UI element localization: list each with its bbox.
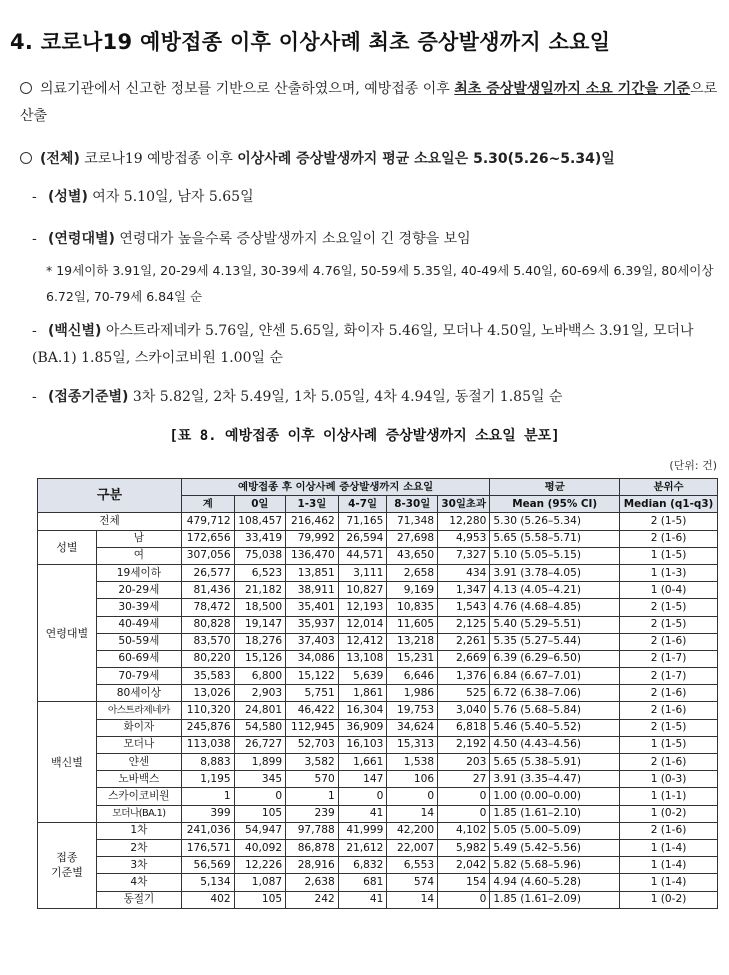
section-title: 4. 코로나19 예방접종 이후 이상사례 최초 증상발생까지 소요일 xyxy=(10,30,611,54)
cell-count: 27,698 xyxy=(387,530,438,547)
row-label: 남 xyxy=(96,530,181,547)
days-distribution-table xyxy=(37,478,718,909)
age-detail-note: * 19세이하 3.91일, 20-29세 4.13일, 30-39세 4.76일, 50-59세 5.35일, 40-49세 5.40일, 60-69세 6.39일, 80세이상 6.72일, 70-79세 6.84일 순 xyxy=(46,263,714,304)
method-text-end: 으로 산출 xyxy=(20,81,718,124)
cell-median: 1 (0-3) xyxy=(620,771,718,788)
vaccine-label: (백신별) xyxy=(48,323,102,339)
cell-count: 75,038 xyxy=(234,547,285,564)
cell-count: 79,992 xyxy=(286,530,339,547)
table-caption: [표 8. 예방접종 이후 이상사례 증상발생까지 소요일 분포] xyxy=(169,428,560,444)
cell-count: 0 xyxy=(234,788,285,805)
cell-count: 15,122 xyxy=(286,668,339,685)
row-label: 20-29세 xyxy=(96,582,181,599)
cell-count: 1,661 xyxy=(338,754,387,771)
vaccine-line xyxy=(32,318,722,372)
cell-median: 2 (1-6) xyxy=(620,685,718,702)
cell-count: 3,111 xyxy=(338,564,387,581)
cell-count: 2,261 xyxy=(438,633,490,650)
cell-count: 136,470 xyxy=(286,547,339,564)
cell-count: 1,347 xyxy=(438,582,490,599)
cell-count: 28,916 xyxy=(286,857,339,874)
sex-line xyxy=(32,184,722,211)
cell-count: 80,220 xyxy=(181,650,234,667)
cell-count: 41 xyxy=(338,891,387,908)
cell-mean-ci: 5.05 (5.00–5.09) xyxy=(490,822,620,839)
group-label-dose: 접종 기준별 xyxy=(38,822,97,908)
age-line xyxy=(32,226,722,253)
cell-count: 525 xyxy=(438,685,490,702)
table-row xyxy=(38,564,718,581)
cell-count: 15,126 xyxy=(234,650,285,667)
cell-count: 46,422 xyxy=(286,702,339,719)
method-paragraph xyxy=(20,76,725,130)
cell-mean-ci: 5.30 (5.26–5.34) xyxy=(490,513,620,530)
cell-count: 0 xyxy=(438,891,490,908)
table-row xyxy=(38,530,718,547)
cell-median: 1 (1-1) xyxy=(620,788,718,805)
table-row xyxy=(38,736,718,753)
cell-count: 242 xyxy=(286,891,339,908)
cell-mean-ci: 6.84 (6.67–7.01) xyxy=(490,668,620,685)
cell-count: 574 xyxy=(387,874,438,891)
header-quartile-group: 분위수 xyxy=(620,479,718,496)
row-label-total: 전체 xyxy=(38,513,182,530)
cell-count: 1,899 xyxy=(234,754,285,771)
cell-count: 13,026 xyxy=(181,685,234,702)
cell-mean-ci: 5.49 (5.42–5.56) xyxy=(490,839,620,856)
table-row xyxy=(38,702,718,719)
cell-median: 1 (1-4) xyxy=(620,874,718,891)
cell-count: 10,835 xyxy=(387,599,438,616)
cell-count: 6,800 xyxy=(234,668,285,685)
cell-median: 2 (1-6) xyxy=(620,822,718,839)
cell-count: 38,911 xyxy=(286,582,339,599)
row-label: 2차 xyxy=(96,839,181,856)
cell-median: 1 (1-4) xyxy=(620,839,718,856)
cell-count: 0 xyxy=(338,788,387,805)
cell-median: 2 (1-6) xyxy=(620,702,718,719)
circle-bullet-icon xyxy=(20,82,32,94)
cell-count: 1,538 xyxy=(387,754,438,771)
cell-median: 2 (1-5) xyxy=(620,599,718,616)
row-label: 3차 xyxy=(96,857,181,874)
header-col-over30d: 30일초과 xyxy=(438,496,490,513)
table-row xyxy=(38,616,718,633)
cell-count: 26,594 xyxy=(338,530,387,547)
cell-mean-ci: 1.00 (0.00–0.00) xyxy=(490,788,620,805)
cell-mean-ci: 5.10 (5.05–5.15) xyxy=(490,547,620,564)
cell-count: 56,569 xyxy=(181,857,234,874)
row-label: 동절기 xyxy=(96,891,181,908)
row-label: 40-49세 xyxy=(96,616,181,633)
table-row xyxy=(38,788,718,805)
row-label: 1차 xyxy=(96,822,181,839)
table-row xyxy=(38,754,718,771)
row-label: 60-69세 xyxy=(96,650,181,667)
table-row xyxy=(38,805,718,822)
cell-count: 12,014 xyxy=(338,616,387,633)
cell-count: 80,828 xyxy=(181,616,234,633)
cell-median: 2 (1-5) xyxy=(620,513,718,530)
cell-count: 345 xyxy=(234,771,285,788)
cell-count: 13,108 xyxy=(338,650,387,667)
cell-mean-ci: 5.35 (5.27–5.44) xyxy=(490,633,620,650)
cell-count: 33,419 xyxy=(234,530,285,547)
cell-count: 154 xyxy=(438,874,490,891)
cell-median: 1 (1-3) xyxy=(620,564,718,581)
cell-count: 43,650 xyxy=(387,547,438,564)
header-col-1-3d: 1-3일 xyxy=(286,496,339,513)
cell-count: 6,553 xyxy=(387,857,438,874)
vaccine-text: 아스트라제네카 5.76일, 얀센 5.65일, 화이자 5.46일, 모더나 4.50일, 노바백스 3.91일, 모더나(BA.1) 1.85일, 스카이코비원 1.00일 순 xyxy=(32,323,694,366)
cell-count: 479,712 xyxy=(181,513,234,530)
cell-mean-ci: 4.13 (4.05–4.21) xyxy=(490,582,620,599)
row-label: 모더나(BA.1) xyxy=(96,805,181,822)
cell-count: 105 xyxy=(234,805,285,822)
cell-count: 86,878 xyxy=(286,839,339,856)
cell-count: 2,658 xyxy=(387,564,438,581)
row-label: 70-79세 xyxy=(96,668,181,685)
cell-count: 16,103 xyxy=(338,736,387,753)
cell-count: 34,624 xyxy=(387,719,438,736)
cell-count: 22,007 xyxy=(387,839,438,856)
cell-mean-ci: 1.85 (1.61–2.10) xyxy=(490,805,620,822)
dash-icon: - xyxy=(32,323,37,339)
dash-icon: - xyxy=(32,231,37,247)
group-label-vaccine: 백신별 xyxy=(38,702,97,822)
cell-median: 2 (1-5) xyxy=(620,616,718,633)
cell-count: 106 xyxy=(387,771,438,788)
cell-count: 307,056 xyxy=(181,547,234,564)
cell-count: 1,861 xyxy=(338,685,387,702)
table-row xyxy=(38,668,718,685)
cell-median: 2 (1-6) xyxy=(620,530,718,547)
cell-mean-ci: 6.39 (6.29–6.50) xyxy=(490,650,620,667)
cell-mean-ci: 1.85 (1.61–2.09) xyxy=(490,891,620,908)
cell-count: 71,348 xyxy=(387,513,438,530)
cell-count: 18,500 xyxy=(234,599,285,616)
cell-count: 6,523 xyxy=(234,564,285,581)
cell-count: 12,193 xyxy=(338,599,387,616)
table-row xyxy=(38,874,718,891)
cell-count: 0 xyxy=(438,788,490,805)
cell-mean-ci: 5.82 (5.68–5.96) xyxy=(490,857,620,874)
cell-count: 3,582 xyxy=(286,754,339,771)
cell-count: 26,727 xyxy=(234,736,285,753)
cell-count: 11,605 xyxy=(387,616,438,633)
cell-mean-ci: 3.91 (3.78–4.05) xyxy=(490,564,620,581)
cell-count: 113,038 xyxy=(181,736,234,753)
header-col-median: Median (q1-q3) xyxy=(620,496,718,513)
table-row xyxy=(38,719,718,736)
cell-count: 4,953 xyxy=(438,530,490,547)
header-col-mean: Mean (95% CI) xyxy=(490,496,620,513)
cell-count: 1,195 xyxy=(181,771,234,788)
cell-count: 15,231 xyxy=(387,650,438,667)
cell-count: 5,982 xyxy=(438,839,490,856)
cell-mean-ci: 5.76 (5.68–5.84) xyxy=(490,702,620,719)
row-label: 여 xyxy=(96,547,181,564)
cell-count: 2,042 xyxy=(438,857,490,874)
row-label: 스카이코비원 xyxy=(96,788,181,805)
cell-count: 35,401 xyxy=(286,599,339,616)
cell-count: 9,169 xyxy=(387,582,438,599)
dash-icon: - xyxy=(32,389,37,405)
cell-median: 2 (1-6) xyxy=(620,754,718,771)
cell-count: 4,102 xyxy=(438,822,490,839)
cell-count: 44,571 xyxy=(338,547,387,564)
cell-count: 37,403 xyxy=(286,633,339,650)
cell-count: 12,412 xyxy=(338,633,387,650)
cell-count: 5,751 xyxy=(286,685,339,702)
cell-mean-ci: 4.50 (4.43–4.56) xyxy=(490,736,620,753)
cell-count: 13,851 xyxy=(286,564,339,581)
method-emphasis: 최초 증상발생일까지 소요 기간을 기준 xyxy=(454,81,691,97)
cell-count: 6,646 xyxy=(387,668,438,685)
cell-median: 2 (1-7) xyxy=(620,650,718,667)
cell-median: 2 (1-7) xyxy=(620,668,718,685)
cell-count: 97,788 xyxy=(286,822,339,839)
cell-count: 24,801 xyxy=(234,702,285,719)
cell-mean-ci: 5.46 (5.40–5.52) xyxy=(490,719,620,736)
table-row xyxy=(38,822,718,839)
cell-count: 35,583 xyxy=(181,668,234,685)
cell-count: 3,040 xyxy=(438,702,490,719)
age-label: (연령대별) xyxy=(48,231,115,247)
cell-count: 21,182 xyxy=(234,582,285,599)
cell-count: 34,086 xyxy=(286,650,339,667)
row-label: 4차 xyxy=(96,874,181,891)
cell-count: 112,945 xyxy=(286,719,339,736)
dash-icon: - xyxy=(32,189,37,205)
cell-count: 21,612 xyxy=(338,839,387,856)
dose-label: (접종기준별) xyxy=(48,389,129,405)
header-col-4-7d: 4-7일 xyxy=(338,496,387,513)
row-label: 80세이상 xyxy=(96,685,181,702)
cell-mean-ci: 3.91 (3.35–4.47) xyxy=(490,771,620,788)
cell-count: 16,304 xyxy=(338,702,387,719)
cell-count: 6,832 xyxy=(338,857,387,874)
cell-count: 8,883 xyxy=(181,754,234,771)
cell-count: 35,937 xyxy=(286,616,339,633)
cell-count: 42,200 xyxy=(387,822,438,839)
cell-count: 54,580 xyxy=(234,719,285,736)
cell-count: 402 xyxy=(181,891,234,908)
cell-count: 176,571 xyxy=(181,839,234,856)
table-row xyxy=(38,547,718,564)
method-text: 의료기관에서 신고한 정보를 기반으로 산출하였으며, 예방접종 이후 xyxy=(40,81,455,97)
cell-count: 1,986 xyxy=(387,685,438,702)
cell-count: 12,280 xyxy=(438,513,490,530)
cell-count: 71,165 xyxy=(338,513,387,530)
cell-count: 241,036 xyxy=(181,822,234,839)
cell-count: 172,656 xyxy=(181,530,234,547)
dose-text: 3차 5.82일, 2차 5.49일, 1차 5.05일, 4차 4.94일, 동절기 1.85일 순 xyxy=(128,389,563,405)
cell-count: 5,134 xyxy=(181,874,234,891)
cell-count: 2,903 xyxy=(234,685,285,702)
header-days-group: 예방접종 후 이상사례 증상발생까지 소요일 xyxy=(181,479,489,496)
cell-count: 1 xyxy=(181,788,234,805)
cell-mean-ci: 5.65 (5.38–5.91) xyxy=(490,754,620,771)
cell-count: 12,226 xyxy=(234,857,285,874)
cell-mean-ci: 6.72 (6.38–7.06) xyxy=(490,685,620,702)
cell-count: 2,638 xyxy=(286,874,339,891)
cell-median: 2 (1-6) xyxy=(620,633,718,650)
cell-median: 1 (0-4) xyxy=(620,582,718,599)
table-row xyxy=(38,599,718,616)
cell-count: 7,327 xyxy=(438,547,490,564)
cell-count: 108,457 xyxy=(234,513,285,530)
cell-count: 2,192 xyxy=(438,736,490,753)
cell-median: 1 (1-5) xyxy=(620,547,718,564)
table-row xyxy=(38,891,718,908)
cell-count: 81,436 xyxy=(181,582,234,599)
table-row xyxy=(38,513,718,530)
circle-bullet-icon xyxy=(20,152,32,164)
row-label: 19세이하 xyxy=(96,564,181,581)
cell-median: 1 (1-4) xyxy=(620,857,718,874)
cell-count: 19,147 xyxy=(234,616,285,633)
group-label-sex: 성별 xyxy=(38,530,97,564)
cell-median: 1 (1-5) xyxy=(620,736,718,753)
header-category: 구분 xyxy=(38,479,182,513)
cell-count: 203 xyxy=(438,754,490,771)
cell-median: 1 (0-2) xyxy=(620,805,718,822)
cell-count: 0 xyxy=(387,788,438,805)
cell-count: 0 xyxy=(438,805,490,822)
cell-count: 239 xyxy=(286,805,339,822)
row-label: 아스트라제네카 xyxy=(96,702,181,719)
overall-emphasis: 이상사례 증상발생까지 평균 소요일은 5.30(5.26~5.34)일 xyxy=(237,151,615,167)
cell-count: 14 xyxy=(387,891,438,908)
row-label: 모더나 xyxy=(96,736,181,753)
table-row xyxy=(38,633,718,650)
table-row xyxy=(38,650,718,667)
sex-text: 여자 5.10일, 남자 5.65일 xyxy=(87,189,254,205)
cell-count: 41 xyxy=(338,805,387,822)
header-col-0d: 0일 xyxy=(234,496,285,513)
cell-mean-ci: 4.94 (4.60–5.28) xyxy=(490,874,620,891)
cell-count: 1,087 xyxy=(234,874,285,891)
cell-mean-ci: 5.65 (5.58–5.71) xyxy=(490,530,620,547)
table-row xyxy=(38,771,718,788)
cell-count: 41,999 xyxy=(338,822,387,839)
sex-label: (성별) xyxy=(48,189,88,205)
table-row xyxy=(38,857,718,874)
cell-count: 245,876 xyxy=(181,719,234,736)
cell-count: 26,577 xyxy=(181,564,234,581)
cell-count: 54,947 xyxy=(234,822,285,839)
cell-count: 399 xyxy=(181,805,234,822)
cell-count: 13,218 xyxy=(387,633,438,650)
header-col-8-30d: 8-30일 xyxy=(387,496,438,513)
age-text: 연령대가 높을수록 증상발생까지 소요일이 긴 경향을 보임 xyxy=(114,231,471,247)
cell-count: 147 xyxy=(338,771,387,788)
row-label: 화이자 xyxy=(96,719,181,736)
cell-count: 1,376 xyxy=(438,668,490,685)
cell-count: 1,543 xyxy=(438,599,490,616)
cell-count: 105 xyxy=(234,891,285,908)
cell-median: 1 (0-2) xyxy=(620,891,718,908)
cell-count: 78,472 xyxy=(181,599,234,616)
cell-count: 40,092 xyxy=(234,839,285,856)
overall-paragraph xyxy=(20,146,725,173)
row-label: 50-59세 xyxy=(96,633,181,650)
cell-count: 10,827 xyxy=(338,582,387,599)
cell-median: 2 (1-5) xyxy=(620,719,718,736)
cell-mean-ci: 4.76 (4.68–4.85) xyxy=(490,599,620,616)
cell-count: 2,125 xyxy=(438,616,490,633)
cell-count: 5,639 xyxy=(338,668,387,685)
unit-note: (단위: 건) xyxy=(669,459,717,472)
cell-count: 6,818 xyxy=(438,719,490,736)
group-label-age: 연령대별 xyxy=(38,564,97,702)
overall-text: 코로나19 예방접종 이후 xyxy=(79,151,238,167)
header-mean-group: 평균 xyxy=(490,479,620,496)
cell-count: 83,570 xyxy=(181,633,234,650)
table-row xyxy=(38,839,718,856)
cell-mean-ci: 5.40 (5.29–5.51) xyxy=(490,616,620,633)
cell-count: 570 xyxy=(286,771,339,788)
cell-count: 681 xyxy=(338,874,387,891)
table-row xyxy=(38,685,718,702)
cell-count: 1 xyxy=(286,788,339,805)
row-label: 30-39세 xyxy=(96,599,181,616)
overall-label: (전체) xyxy=(40,151,80,167)
header-col-total: 계 xyxy=(181,496,234,513)
cell-count: 14 xyxy=(387,805,438,822)
row-label: 얀센 xyxy=(96,754,181,771)
dose-line xyxy=(32,384,722,411)
cell-count: 110,320 xyxy=(181,702,234,719)
cell-count: 216,462 xyxy=(286,513,339,530)
cell-count: 434 xyxy=(438,564,490,581)
row-label: 노바백스 xyxy=(96,771,181,788)
table-row xyxy=(38,582,718,599)
cell-count: 52,703 xyxy=(286,736,339,753)
cell-count: 2,669 xyxy=(438,650,490,667)
cell-count: 15,313 xyxy=(387,736,438,753)
cell-count: 36,909 xyxy=(338,719,387,736)
cell-count: 19,753 xyxy=(387,702,438,719)
cell-count: 18,276 xyxy=(234,633,285,650)
cell-count: 27 xyxy=(438,771,490,788)
